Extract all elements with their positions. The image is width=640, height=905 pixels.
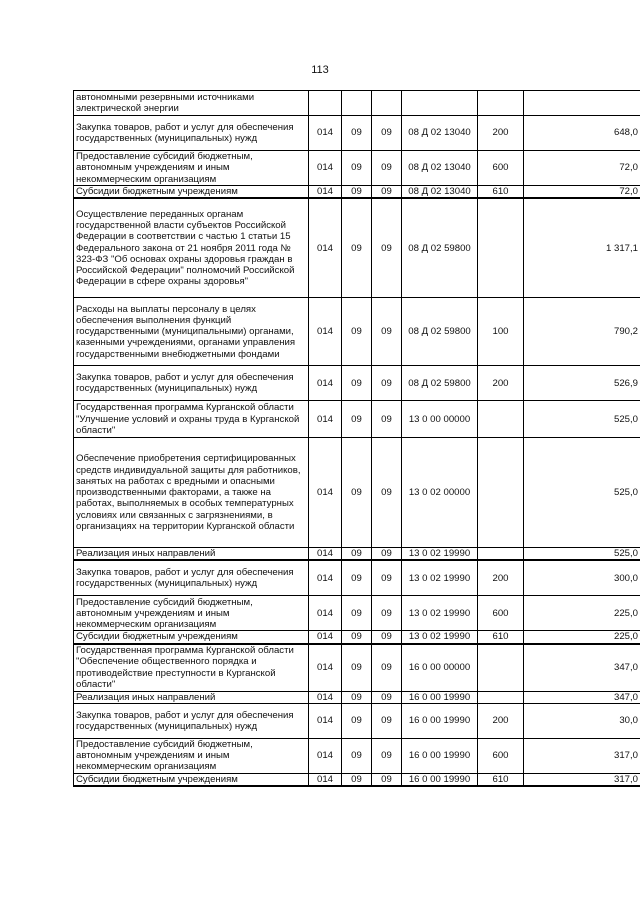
department-code: 014 [309,738,342,773]
amount: 525,0 [524,548,640,561]
table-row [74,186,640,199]
section-code: 09 [342,596,372,631]
amount: 525,0 [524,438,640,548]
subsection-code: 09 [372,691,402,703]
subsection-code: 09 [372,773,402,786]
row-description: Государственная программа Курганской области "Обеспечение общественного порядка и противодействие преступности в Курганской области" [74,644,309,692]
expense-type-code: 610 [478,631,524,644]
target-article-code: 08 Д 02 59800 [402,298,478,366]
page-number: 113 [311,64,329,76]
target-article-code: 16 0 00 19990 [402,703,478,738]
amount: 30,0 [524,703,640,738]
row-description: Реализация иных направлений [74,691,309,703]
table-row [74,298,640,366]
subsection-code: 09 [372,186,402,199]
department-code: 014 [309,401,342,438]
section-code: 09 [342,703,372,738]
expense-type-code: 600 [478,151,524,186]
section-code: 09 [342,691,372,703]
amount: 648,0 [524,116,640,151]
table-row [74,116,640,151]
table-row [74,738,640,773]
department-code: 014 [309,186,342,199]
subsection-code: 09 [372,631,402,644]
table-row [74,691,640,703]
target-article-code: 16 0 00 19990 [402,773,478,786]
expense-type-code: 200 [478,703,524,738]
target-article-code: 08 Д 02 13040 [402,186,478,199]
section-code: 09 [342,366,372,401]
table-row [74,91,640,116]
row-description: Государственная программа Курганской области "Улучшение условий и охраны труда в Курганской области" [74,401,309,438]
department-code: 014 [309,438,342,548]
subsection-code: 09 [372,366,402,401]
row-description: Предоставление субсидий бюджетным, автономным учреждениям и иным некоммерческим организациям [74,151,309,186]
row-description: Предоставление субсидий бюджетным, автономным учреждениям и иным некоммерческим организациям [74,738,309,773]
row-description: Реализация иных направлений [74,548,309,561]
table-row [74,438,640,548]
row-description: Субсидии бюджетным учреждениям [74,773,309,786]
section-code: 09 [342,116,372,151]
amount: 317,0 [524,773,640,786]
row-description: Закупка товаров, работ и услуг для обеспечения государственных (муниципальных) нужд [74,116,309,151]
expense-type-code: 610 [478,773,524,786]
target-article-code [402,91,478,116]
section-code: 09 [342,401,372,438]
amount: 317,0 [524,738,640,773]
target-article-code: 13 0 02 19990 [402,560,478,596]
amount: 72,0 [524,186,640,199]
section-code: 09 [342,631,372,644]
subsection-code: 09 [372,298,402,366]
section-code: 09 [342,151,372,186]
amount: 525,0 [524,401,640,438]
expense-type-code [478,198,524,298]
table-row [74,631,640,644]
table-row [74,644,640,692]
amount: 1 317,1 [524,198,640,298]
expense-type-code: 200 [478,116,524,151]
target-article-code: 08 Д 02 13040 [402,116,478,151]
target-article-code: 13 0 02 19990 [402,631,478,644]
row-description: Расходы на выплаты персоналу в целях обеспечения выполнения функций государственными (муниципальными) органами, казенными учреждениями, органами управления государственными внебюджетными фондами [74,298,309,366]
subsection-code: 09 [372,560,402,596]
target-article-code: 13 0 02 19990 [402,596,478,631]
target-article-code: 08 Д 02 59800 [402,198,478,298]
department-code: 014 [309,548,342,561]
row-description: Субсидии бюджетным учреждениям [74,631,309,644]
expense-type-code: 600 [478,738,524,773]
subsection-code: 09 [372,116,402,151]
table-row [74,703,640,738]
expense-type-code [478,691,524,703]
row-description: Закупка товаров, работ и услуг для обеспечения государственных (муниципальных) нужд [74,703,309,738]
section-code: 09 [342,298,372,366]
table-row [74,773,640,786]
department-code [309,91,342,116]
subsection-code [372,91,402,116]
amount: 72,0 [524,151,640,186]
subsection-code: 09 [372,151,402,186]
section-code [342,91,372,116]
subsection-code: 09 [372,644,402,692]
expense-type-code: 600 [478,596,524,631]
department-code: 014 [309,298,342,366]
amount: 225,0 [524,631,640,644]
row-description: Осуществление переданных органам государственной власти субъектов Российской Федерации в соответствии с частью 1 статьи 15 Федерального закона от 21 ноября 2011 года № 323-ФЗ "Об основах охраны здоровья граждан в Российской Федерации" полномочий Российской Федерации в сфере охраны здоровья" [74,198,309,298]
section-code: 09 [342,738,372,773]
section-code: 09 [342,560,372,596]
expense-type-code [478,438,524,548]
department-code: 014 [309,116,342,151]
section-code: 09 [342,644,372,692]
row-description: Закупка товаров, работ и услуг для обеспечения государственных (муниципальных) нужд [74,560,309,596]
expense-type-code: 200 [478,560,524,596]
row-description: Предоставление субсидий бюджетным, автономным учреждениям и иным некоммерческим организациям [74,596,309,631]
amount: 347,0 [524,691,640,703]
subsection-code: 09 [372,401,402,438]
expense-type-code: 200 [478,366,524,401]
subsection-code: 09 [372,703,402,738]
row-description: Закупка товаров, работ и услуг для обеспечения государственных (муниципальных) нужд [74,366,309,401]
subsection-code: 09 [372,198,402,298]
amount: 790,2 [524,298,640,366]
subsection-code: 09 [372,438,402,548]
expense-type-code [478,91,524,116]
amount: 347,0 [524,644,640,692]
table-row [74,401,640,438]
target-article-code: 16 0 00 19990 [402,691,478,703]
row-description: Обеспечение приобретения сертифицированных средств индивидуальной защиты для работников, занятых на работах с вредными и опасными производственными факторами, а также на работах, выполняемых в особых температурных условиях или связанных с загрязнениями, в организациях на территории Курганской области [74,438,309,548]
section-code: 09 [342,198,372,298]
department-code: 014 [309,151,342,186]
target-article-code: 13 0 02 00000 [402,438,478,548]
amount: 300,0 [524,560,640,596]
subsection-code: 09 [372,596,402,631]
target-article-code: 08 Д 02 59800 [402,366,478,401]
expense-type-code [478,644,524,692]
expense-type-code: 100 [478,298,524,366]
department-code: 014 [309,644,342,692]
department-code: 014 [309,691,342,703]
table-row [74,560,640,596]
expense-type-code [478,401,524,438]
target-article-code: 16 0 00 19990 [402,738,478,773]
subsection-code: 09 [372,548,402,561]
department-code: 014 [309,631,342,644]
target-article-code: 13 0 00 00000 [402,401,478,438]
department-code: 014 [309,773,342,786]
section-code: 09 [342,548,372,561]
budget-table [73,90,640,787]
row-description: автономными резервными источниками электрической энергии [74,91,309,116]
subsection-code: 09 [372,738,402,773]
row-description: Субсидии бюджетным учреждениям [74,186,309,199]
department-code: 014 [309,366,342,401]
section-code: 09 [342,773,372,786]
table-row [74,151,640,186]
department-code: 014 [309,703,342,738]
amount: 225,0 [524,596,640,631]
expense-type-code [478,548,524,561]
table-row [74,366,640,401]
department-code: 014 [309,198,342,298]
target-article-code: 08 Д 02 13040 [402,151,478,186]
target-article-code: 16 0 00 00000 [402,644,478,692]
expense-type-code: 610 [478,186,524,199]
table-row [74,198,640,298]
department-code: 014 [309,560,342,596]
amount [524,91,640,116]
table-row [74,596,640,631]
target-article-code: 13 0 02 19990 [402,548,478,561]
department-code: 014 [309,596,342,631]
amount: 526,9 [524,366,640,401]
section-code: 09 [342,186,372,199]
table-row [74,548,640,561]
section-code: 09 [342,438,372,548]
